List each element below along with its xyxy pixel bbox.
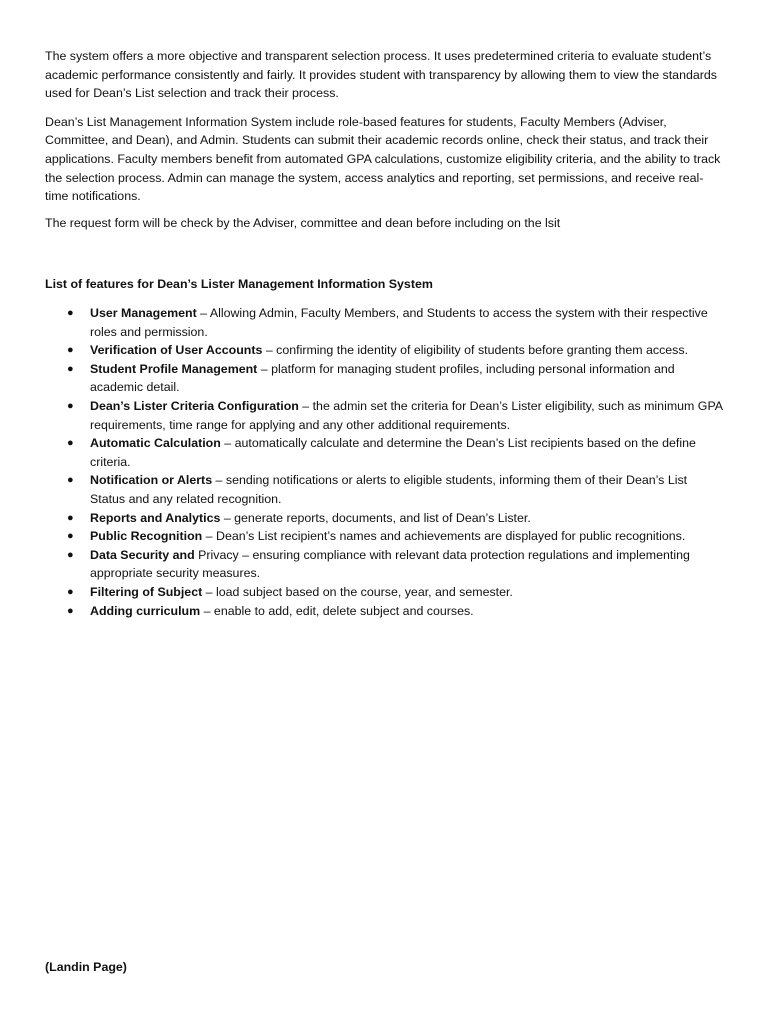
- document-body: [45, 47, 725, 232]
- feature-term: User Management: [90, 306, 197, 320]
- feature-term: Filtering of Subject: [90, 584, 203, 599]
- feature-item: [45, 397, 725, 434]
- bullet-icon: ●: [67, 474, 74, 487]
- bullet-icon: ●: [67, 548, 74, 561]
- feature-description: – Dean’s List recipient’s names and achievements are displayed for public recognitions.: [202, 529, 686, 544]
- feature-description: – load subject based on the course, year, and semester.: [202, 584, 513, 599]
- intro-paragraph: The system offers a more objective and transparent selection process. It uses predetermined criteria to evaluate student’s academic performance consistently and fairly. It provides student with transparency by allowing them to view the standards used for Dean’s List selection and track their process.: [45, 49, 717, 101]
- feature-item: [45, 360, 725, 397]
- feature-description: – sending notifications or alerts to eligible students, informing them of their Dean’s List Status and any related recognition.: [90, 473, 688, 506]
- feature-description: – enable to add, edit, delete subject and courses.: [200, 603, 474, 618]
- feature-term: Notification or Alerts: [90, 473, 213, 488]
- feature-description: – platform for managing student profiles, including personal information and academic detail.: [90, 361, 675, 395]
- feature-term: Adding curriculum: [90, 603, 201, 618]
- feature-term: Data Security and: [90, 547, 195, 562]
- request-form-paragraph: The request form will be check by the Adviser, committee and dean before including on the lsit: [45, 215, 561, 230]
- feature-item: [45, 509, 725, 528]
- bullet-icon: ●: [67, 362, 74, 375]
- feature-item: [45, 583, 725, 602]
- bullet-icon: ●: [67, 511, 74, 524]
- bullet-icon: ●: [67, 585, 74, 598]
- bullet-icon: ●: [67, 530, 74, 543]
- feature-item: [45, 527, 725, 546]
- features-heading: List of features for Dean’s Lister Management Information System: [45, 277, 433, 291]
- feature-item: [45, 546, 725, 583]
- features-list: [45, 304, 725, 620]
- feature-description: – confirming the identity of eligibility of students before granting them access.: [262, 343, 689, 358]
- feature-description: Privacy – ensuring compliance with relevant data protection regulations and implementing appropriate security measures.: [90, 547, 690, 581]
- feature-description: – Allowing Admin, Faculty Members, and Students to access the system with their respective roles and permission.: [90, 306, 708, 339]
- feature-term: Public Recognition: [90, 529, 203, 544]
- feature-description: – generate reports, documents, and list of Dean’s Lister.: [220, 510, 531, 525]
- bullet-icon: ●: [67, 437, 74, 450]
- feature-description: – the admin set the criteria for Dean’s Lister eligibility, such as minimum GPA requirements, time range for applying and any other additional requirements.: [90, 398, 723, 432]
- feature-description: – automatically calculate and determine the Dean’s List recipients based on the define criteria.: [90, 436, 696, 469]
- feature-item: [45, 341, 725, 360]
- landing-page-label: (Landin Page): [45, 960, 127, 974]
- feature-term: Dean’s Lister Criteria Configuration: [90, 398, 299, 413]
- feature-term: Automatic Calculation: [90, 436, 221, 451]
- feature-item: [45, 471, 725, 508]
- bullet-icon: ●: [67, 344, 74, 357]
- feature-item: [45, 304, 725, 341]
- feature-item: [45, 602, 725, 621]
- bullet-icon: ●: [67, 307, 74, 319]
- feature-item: [45, 434, 725, 471]
- bullet-icon: ●: [67, 604, 74, 617]
- roles-paragraph: Dean’s List Management Information System include role-based features for students, Faculty Members (Adviser, Committee, and Dean), and Admin. Students can submit their academic records online, check their status, and track their applications. Faculty members benefit from automated GPA calculations, customize eligibility criteria, and the ability to track the selection process. Admin can manage the system, access analytics and reporting, set permissions, and receive real-time notifications.: [45, 114, 721, 204]
- feature-term: Student Profile Management: [90, 361, 258, 376]
- feature-term: Verification of User Accounts: [90, 343, 263, 358]
- bullet-icon: ●: [67, 399, 74, 412]
- feature-term: Reports and Analytics: [90, 510, 221, 525]
